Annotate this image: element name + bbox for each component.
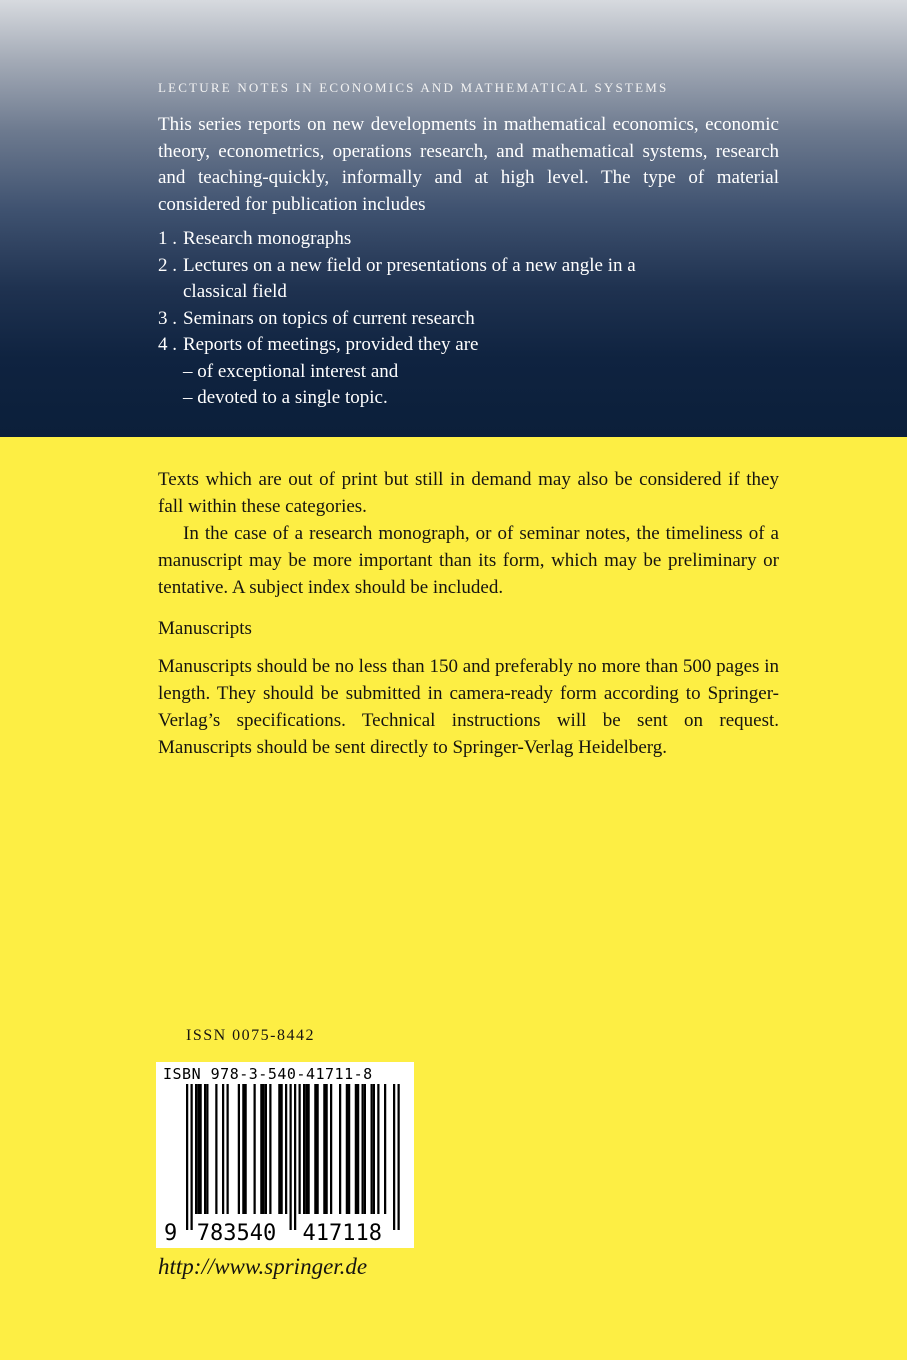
body-paragraphs: [158, 466, 779, 601]
barcode-bar: [281, 1084, 283, 1214]
barcode-bar: [285, 1084, 287, 1214]
barcode-bar: [245, 1084, 247, 1214]
barcode-bar: [227, 1084, 229, 1214]
intro-text: This series reports on new developments in mathematical economics, economic theory, econometrics, operations research, and mathematical systems, research and teaching-quickly, informally and at high level. The type of material considered for publication includes: [158, 114, 779, 215]
publisher-url: http://www.springer.de: [158, 1254, 368, 1279]
paragraph-out-of-print: Texts which are out of print but still in demand may also be considered if they fall within these categories.: [158, 469, 779, 517]
barcode-bar: [197, 1084, 199, 1214]
barcode-digits: 417118: [302, 1221, 382, 1246]
issn-number: ISSN 0075-8442: [186, 1027, 316, 1044]
sub-list-item: – of exceptional interest and: [183, 360, 399, 382]
barcode-bar: [339, 1084, 341, 1214]
isbn-text: ISBN 978-3-540-41711-8: [163, 1065, 373, 1083]
intro-paragraph: [158, 112, 779, 218]
barcode-bar: [265, 1084, 267, 1214]
barcode-bar: [326, 1084, 328, 1214]
barcode-bar: [330, 1084, 332, 1214]
barcode-bar: [317, 1084, 319, 1214]
barcode-bar: [384, 1084, 386, 1214]
barcode-bar: [314, 1084, 316, 1214]
barcode-bar: [200, 1084, 202, 1214]
barcode-bar: [393, 1084, 395, 1230]
barcode-bar: [346, 1084, 348, 1214]
barcode-bar: [204, 1084, 206, 1214]
list-item: 4 . Reports of meetings, provided they are: [158, 334, 479, 355]
barcode-bar: [377, 1084, 379, 1214]
barcode-bar: [362, 1084, 364, 1214]
isbn-barcode: [156, 1062, 414, 1248]
barcode-bar: [323, 1084, 325, 1214]
barcode-bar: [195, 1084, 197, 1214]
barcode-digits: 783540: [196, 1221, 277, 1246]
publication-types-list: [158, 226, 758, 412]
sub-list-item: – devoted to a single topic.: [183, 387, 388, 408]
barcode-bar: [191, 1084, 193, 1230]
barcode-bar: [303, 1084, 305, 1214]
manuscripts-paragraph: [158, 653, 779, 761]
barcode-bar: [357, 1084, 359, 1214]
barcode-bar: [242, 1084, 244, 1214]
barcode-bar: [373, 1084, 375, 1214]
paragraph-research-monograph: In the case of a research monograph, or of seminar notes, the timeliness of a manuscript may be more important than its form, which may be preliminary or tentative. A subject index should be included.: [158, 523, 779, 598]
barcode-digits: 9: [164, 1221, 178, 1246]
barcode-bar: [263, 1084, 265, 1214]
barcode-bar: [299, 1084, 301, 1214]
barcode-bar: [206, 1084, 208, 1214]
barcode-bar: [371, 1084, 373, 1214]
manuscripts-text: Manuscripts should be no less than 150 and preferably no more than 500 pages in length. They should be submitted in camera-ready form according to Springer-Verlag’s specifications. Technical instructions will be sent on request. Manuscripts should be sent directly to Springer-Verlag Heidelberg.: [158, 656, 779, 758]
barcode-bar: [238, 1084, 240, 1214]
list-item: 3 . Seminars on topics of current research: [158, 307, 475, 329]
series-title: LECTURE NOTES IN ECONOMICS AND MATHEMATICAL SYSTEMS: [158, 80, 669, 95]
barcode-bar: [278, 1084, 280, 1214]
barcode-bar: [308, 1084, 310, 1214]
barcode-bar: [222, 1084, 224, 1214]
barcode-bar: [305, 1084, 307, 1214]
barcode-bar: [269, 1084, 271, 1214]
barcode-bar: [355, 1084, 357, 1214]
barcode-bar: [364, 1084, 366, 1214]
barcode-bar: [398, 1084, 400, 1230]
list-item: 2 . Lectures on a new field or presentations of a new angle in a classical field: [158, 254, 636, 302]
barcode-bar: [215, 1084, 217, 1214]
barcode-bar: [254, 1084, 256, 1214]
barcode-graphic: [156, 1062, 414, 1248]
list-item: 1 . Research monographs: [158, 228, 352, 249]
manuscripts-heading: Manuscripts: [158, 618, 252, 639]
barcode-bar: [260, 1084, 262, 1214]
barcode-bar: [348, 1084, 350, 1214]
barcode-bar: [294, 1084, 296, 1230]
barcode-bar: [290, 1084, 292, 1230]
barcode-bar: [186, 1084, 188, 1230]
